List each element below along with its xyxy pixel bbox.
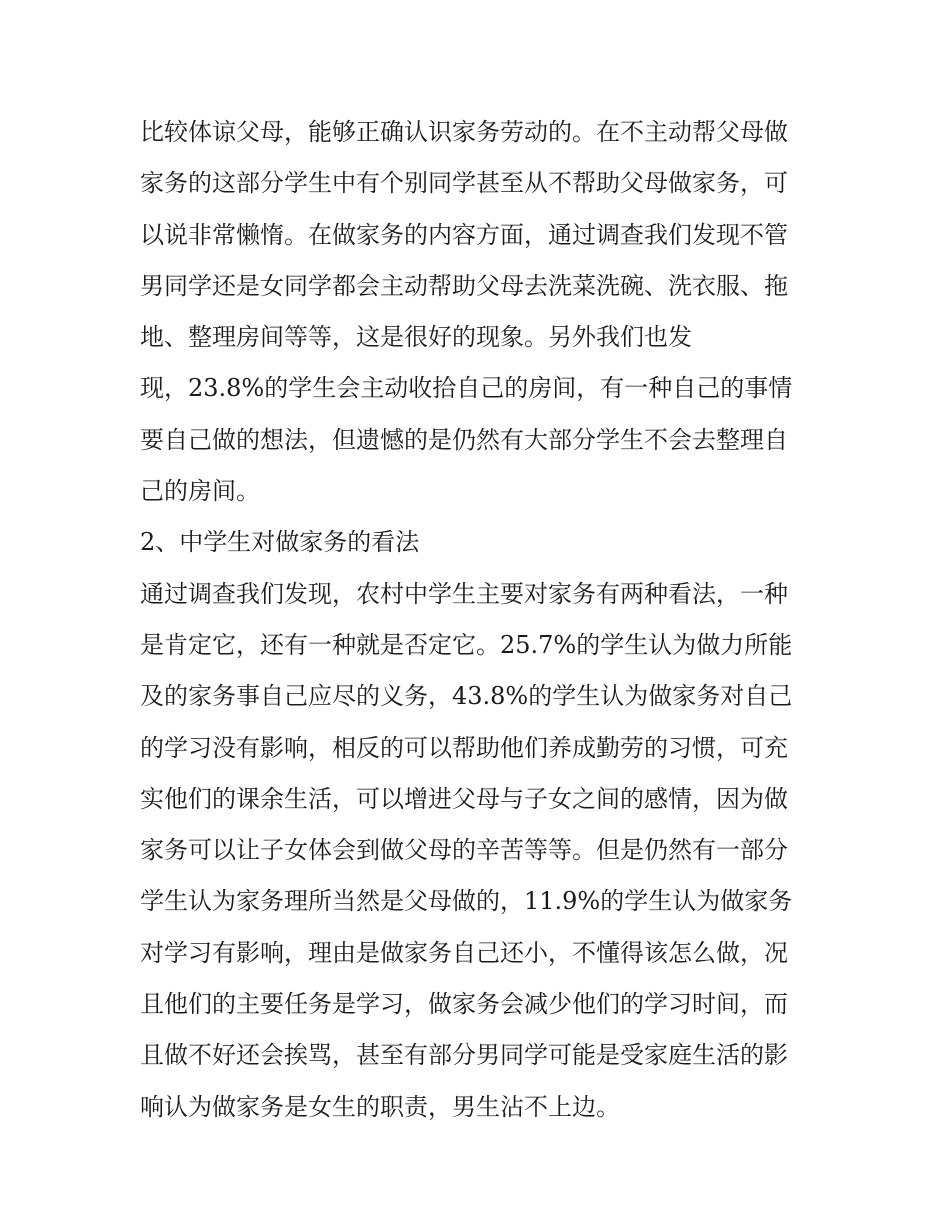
text-line: 家务的这部分学生中有个别同学甚至从不帮助父母做家务，可 [140, 169, 788, 198]
text-line: 且他们的主要任务是学习，做家务会减少他们的学习时间，而 [140, 990, 788, 1019]
text-line: 现，23.8%的学生会主动收拾自己的房间，有一种自己的事情 [140, 374, 793, 403]
text-line: 实他们的课余生活，可以增进父母与子女之间的感情，因为做 [140, 784, 788, 813]
text-line: 要自己做的想法，但遗憾的是仍然有大部分学生不会去整理自 [140, 425, 788, 454]
text-line: 通过调查我们发现，农村中学生主要对家务有两种看法，一种 [140, 579, 788, 608]
document-body [140, 107, 818, 1133]
text-line: 及的家务事自己应尽的义务，43.8%的学生认为做家务对自己 [140, 682, 793, 711]
text-line: 己的房间。 [140, 477, 260, 506]
text-line: 地、整理房间等等，这是很好的现象。另外我们也发 [140, 323, 692, 352]
text-line: 以说非常懒惰。在做家务的内容方面，通过调查我们发现不管 [140, 220, 788, 249]
text-line: 男同学还是女同学都会主动帮助父母去洗菜洗碗、洗衣服、拖 [140, 271, 788, 300]
text-line: 且做不好还会挨骂，甚至有部分男同学可能是受家庭生活的影 [140, 1041, 788, 1070]
text-line: 家务可以让子女体会到做父母的辛苦等等。但是仍然有一部分 [140, 836, 788, 865]
text-line: 比较体谅父母，能够正确认识家务劳动的。在不主动帮父母做 [140, 118, 788, 146]
text-line: 是肯定它，还有一种就是否定它。25.7%的学生认为做力所能 [140, 630, 793, 659]
text-line: 学生认为家务理所当然是父母做的，11.9%的学生认为做家务 [140, 887, 793, 916]
text-line: 的学习没有影响，相反的可以帮助他们养成勤劳的习惯，可充 [140, 733, 788, 762]
section-heading: 2、中学生对做家务的看法 [140, 528, 420, 557]
text-line: 响认为做家务是女生的职责，男生沾不上边。 [140, 1092, 620, 1121]
text-line: 对学习有影响，理由是做家务自己还小，不懂得该怎么做，况 [140, 938, 788, 967]
